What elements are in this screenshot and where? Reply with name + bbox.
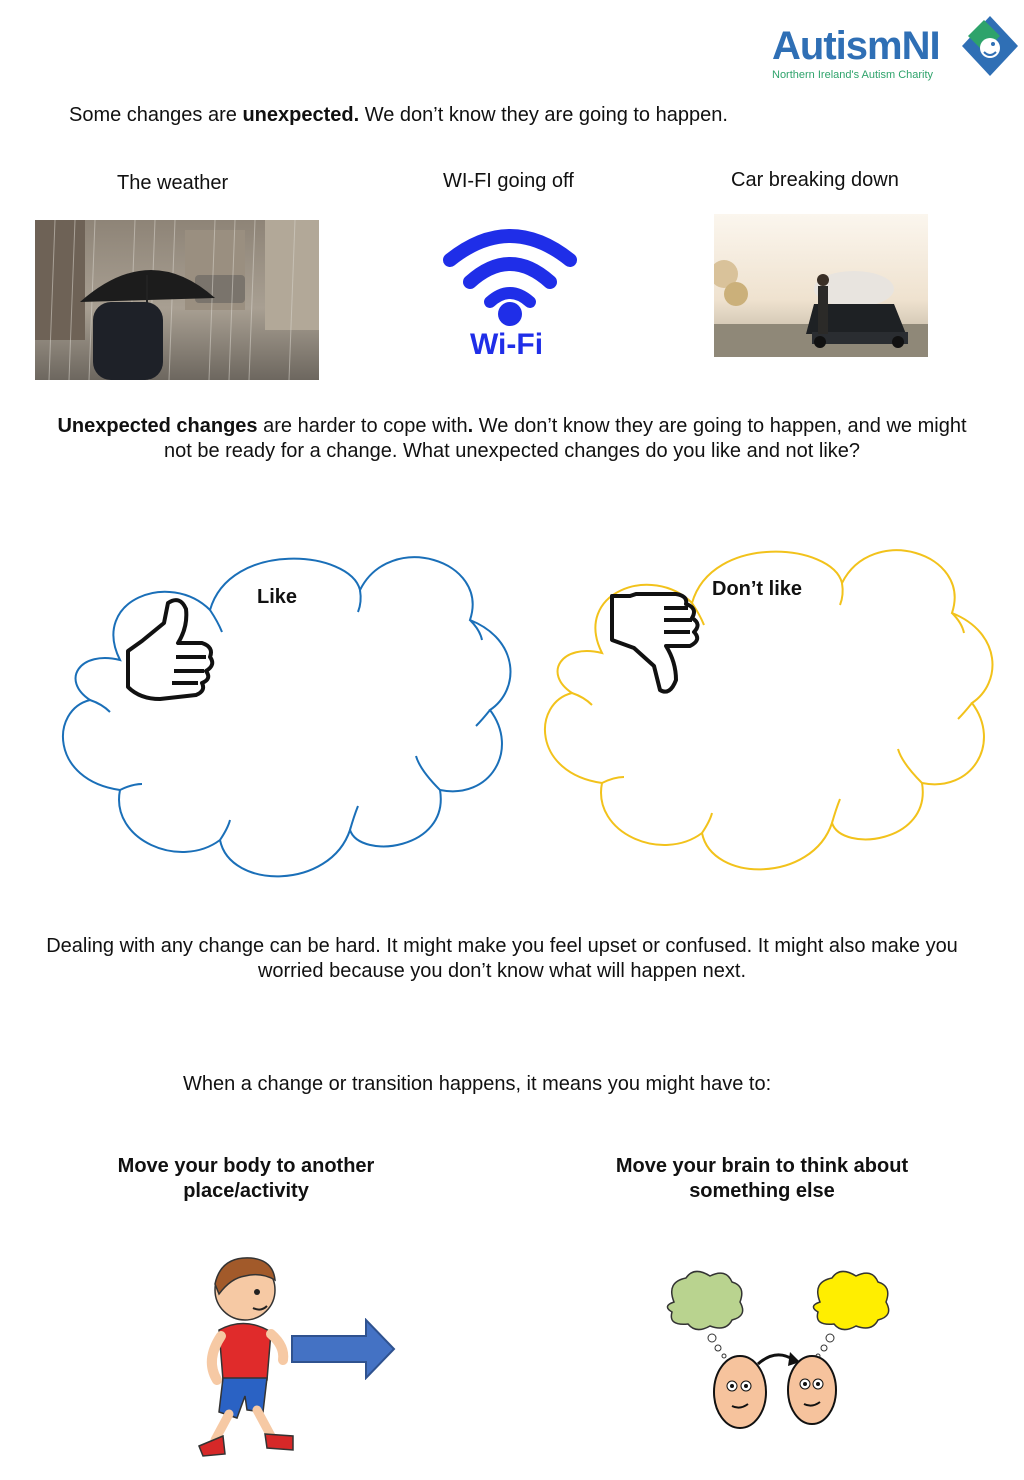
thumbs-up-icon [120,595,220,705]
intro-bold: unexpected. [242,104,360,126]
caption-weather: The weather [117,172,229,194]
logo-diamond-icon [962,16,1022,82]
caption-wifi: WI-FI going off [443,170,574,192]
dealing-paragraph: Dealing with any change can be hard. It might make you feel upset or confused. It might also make you worried because you don’t know what will happen next. [46,935,958,982]
walking-boy-illustration [185,1250,305,1465]
option-move-brain: Move your brain to think about something else [615,1155,909,1202]
logo-wordmark: AutismNI [772,24,940,68]
thumbs-down-icon [606,590,706,700]
intro-sentence: Some changes are unexpected. We don’t know they are going to happen. [69,104,728,126]
option-move-body: Move your body to another place/activity [117,1155,375,1202]
unexpected-paragraph: Unexpected changes are harder to cope with. We don’t know they are going to happen, and we might not be ready for a change. What unexpected changes do you like and not like? [57,415,967,462]
thinking-faces-illustration [660,1268,895,1438]
wifi-icon [440,222,580,367]
logo [770,22,1022,84]
transition-intro: When a change or transition happens, it means you might have to: [183,1073,772,1095]
wifi-text: Wi-Fi [470,328,544,361]
logo-tagline: Northern Ireland's Autism Charity [772,69,934,81]
right-arrow-icon [290,1318,398,1380]
like-label: Like [257,586,298,608]
dislike-label: Don’t like [712,578,803,600]
rain-umbrella-photo [35,220,319,380]
caption-car: Car breaking down [731,169,899,191]
unexpected-bold: Unexpected changes [57,415,258,437]
broken-car-photo [714,214,928,357]
